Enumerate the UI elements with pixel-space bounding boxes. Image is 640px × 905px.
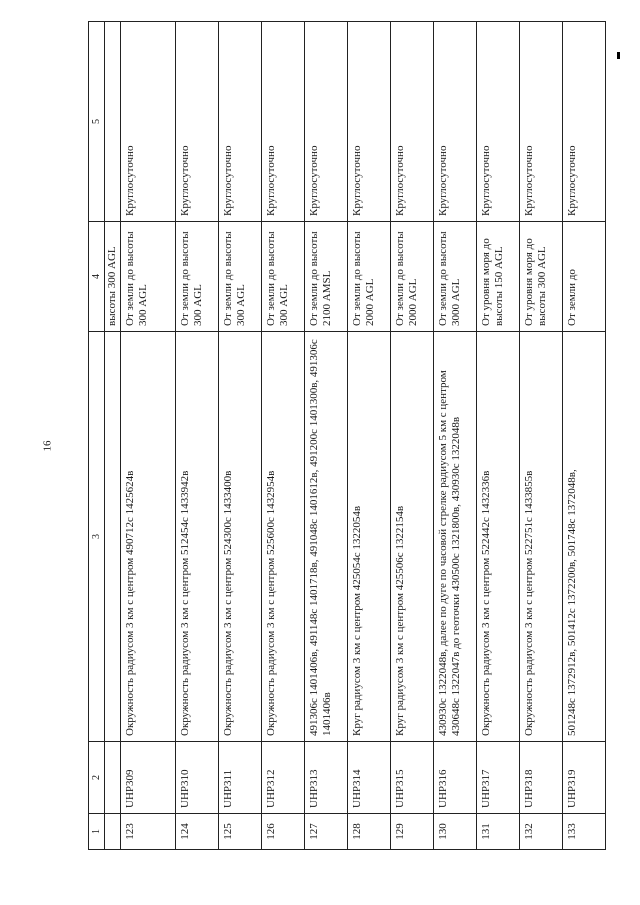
zone-boundary: Окружность радиусом 3 км с центром 522751с 1433855в bbox=[520, 332, 563, 742]
zone-code: UHP311 bbox=[219, 742, 262, 814]
row-number: 129 bbox=[391, 814, 434, 850]
zone-code: UHP313 bbox=[305, 742, 348, 814]
altitude-limits: От уровня моря до высоты 150 AGL bbox=[477, 222, 520, 332]
continuation-code bbox=[105, 742, 121, 814]
altitude-limits: От земли до высоты 2000 AGL bbox=[348, 222, 391, 332]
table-row bbox=[305, 22, 348, 850]
zone-code: UHP315 bbox=[391, 742, 434, 814]
zone-boundary: Окружность радиусом 3 км с центром 490712с 1425624в bbox=[121, 332, 176, 742]
zone-boundary: 430930с 1322048в, далее по дуге по часовой стрелке радиусом 5 км с центром 430648с 1322047в до геоточки 430500с 1321800в, 430930с 1322048в bbox=[434, 332, 477, 742]
altitude-limits: От земли до высоты 2100 AMSL bbox=[305, 222, 348, 332]
zone-code: UHP310 bbox=[176, 742, 219, 814]
zone-boundary: Круг радиусом 3 км с центром 425054с 1322054в bbox=[348, 332, 391, 742]
operating-time: Круглосуточно bbox=[434, 22, 477, 222]
operating-time: Круглосуточно bbox=[348, 22, 391, 222]
operating-time: Круглосуточно bbox=[520, 22, 563, 222]
zone-boundary: Круг радиусом 3 км с центром 425506с 1322154в bbox=[391, 332, 434, 742]
row-number: 127 bbox=[305, 814, 348, 850]
row-number: 130 bbox=[434, 814, 477, 850]
row-number: 123 bbox=[121, 814, 176, 850]
table-row bbox=[176, 22, 219, 850]
altitude-limits: От земли до высоты 300 AGL bbox=[176, 222, 219, 332]
zone-code: UHP316 bbox=[434, 742, 477, 814]
altitude-limits: От земли до высоты 300 AGL bbox=[262, 222, 305, 332]
column-number: 1 bbox=[89, 814, 105, 850]
table-row bbox=[121, 22, 176, 850]
airspace-table bbox=[88, 21, 606, 850]
column-number: 3 bbox=[89, 332, 105, 742]
page-number: 16 bbox=[41, 440, 54, 452]
operating-time: Круглосуточно bbox=[391, 22, 434, 222]
zone-boundary: Окружность радиусом 3 км с центром 512454с 1433942в bbox=[176, 332, 219, 742]
table-row bbox=[391, 22, 434, 850]
zone-code: UHP312 bbox=[262, 742, 305, 814]
zone-boundary: Окружность радиусом 3 км с центром 524300с 1433400в bbox=[219, 332, 262, 742]
zone-boundary: 491306с 1401406в, 491148с 1401718в, 491048с 1401612в, 491200с 1401300в, 491306с 1401406в bbox=[305, 332, 348, 742]
column-number: 2 bbox=[89, 742, 105, 814]
row-number: 124 bbox=[176, 814, 219, 850]
continuation-altitude: высоты 300 AGL bbox=[105, 222, 121, 332]
continuation-row bbox=[105, 22, 121, 850]
page-mark bbox=[617, 52, 620, 59]
zone-code: UHP309 bbox=[121, 742, 176, 814]
column-number-row bbox=[89, 22, 105, 850]
operating-time: Круглосуточно bbox=[176, 22, 219, 222]
altitude-limits: От земли до высоты 3000 AGL bbox=[434, 222, 477, 332]
column-number: 5 bbox=[89, 22, 105, 222]
operating-time: Круглосуточно bbox=[219, 22, 262, 222]
row-number: 131 bbox=[477, 814, 520, 850]
table-row bbox=[563, 22, 606, 850]
zone-code: UHP319 bbox=[563, 742, 606, 814]
altitude-limits: От земли до высоты 300 AGL bbox=[219, 222, 262, 332]
zone-code: UHP317 bbox=[477, 742, 520, 814]
row-number: 128 bbox=[348, 814, 391, 850]
table-row bbox=[434, 22, 477, 850]
altitude-limits: От земли до bbox=[563, 222, 606, 332]
zone-boundary: Окружность радиусом 3 км с центром 522442с 1432336в bbox=[477, 332, 520, 742]
table-row bbox=[348, 22, 391, 850]
operating-time: Круглосуточно bbox=[305, 22, 348, 222]
altitude-limits: От земли до высоты 2000 AGL bbox=[391, 222, 434, 332]
row-number: 132 bbox=[520, 814, 563, 850]
continuation-num bbox=[105, 814, 121, 850]
table-row bbox=[262, 22, 305, 850]
zone-code: UHP314 bbox=[348, 742, 391, 814]
airspace-table-container bbox=[88, 22, 613, 850]
row-number: 126 bbox=[262, 814, 305, 850]
zone-code: UHP318 bbox=[520, 742, 563, 814]
operating-time: Круглосуточно bbox=[121, 22, 176, 222]
altitude-limits: От уровня моря до высоты 300 AGL bbox=[520, 222, 563, 332]
table-body bbox=[89, 22, 606, 850]
operating-time: Круглосуточно bbox=[563, 22, 606, 222]
altitude-limits: От земли до высоты 300 AGL bbox=[121, 222, 176, 332]
continuation-desc bbox=[105, 332, 121, 742]
operating-time: Круглосуточно bbox=[477, 22, 520, 222]
continuation-time bbox=[105, 22, 121, 222]
zone-boundary: Окружность радиусом 3 км с центром 525600с 1432954в bbox=[262, 332, 305, 742]
table-row bbox=[520, 22, 563, 850]
row-number: 125 bbox=[219, 814, 262, 850]
column-number: 4 bbox=[89, 222, 105, 332]
table-row bbox=[477, 22, 520, 850]
row-number: 133 bbox=[563, 814, 606, 850]
operating-time: Круглосуточно bbox=[262, 22, 305, 222]
zone-boundary: 501248с 1372912в, 501412с 1372200в, 501748с 1372048в, bbox=[563, 332, 606, 742]
table-row bbox=[219, 22, 262, 850]
